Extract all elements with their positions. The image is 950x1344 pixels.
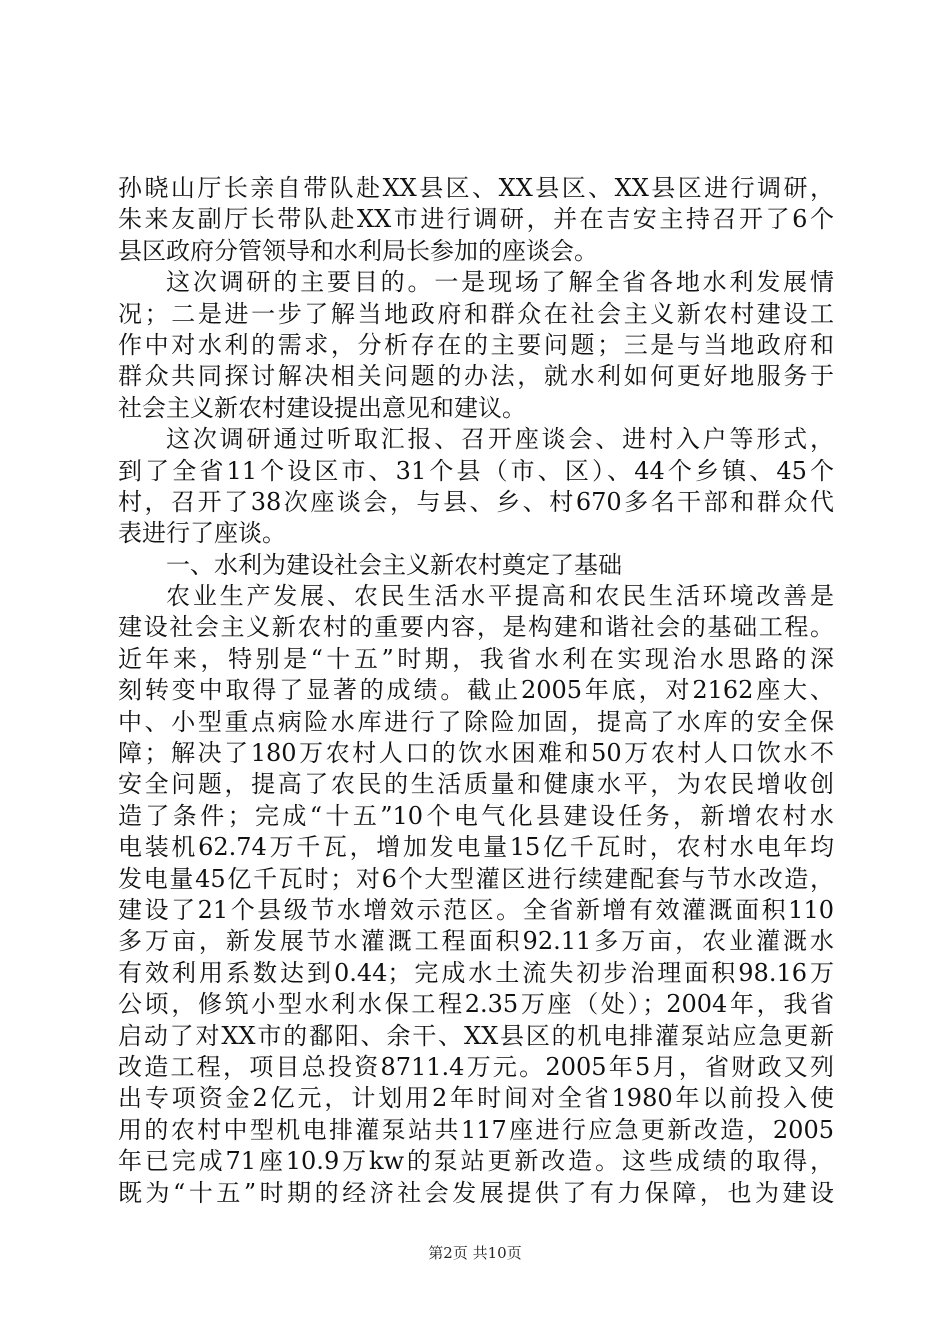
text-line: 朱来友副厅长带队赴XX市进行调研，并在吉安主持召开了6个 <box>118 205 834 234</box>
text-line: 公顷，修筑小型水利水保工程2.35万座（处）；2004年，我省 <box>118 990 834 1019</box>
text-line: 近年来，特别是“十五”时期，我省水利在实现治水思路的深 <box>118 644 834 673</box>
section-heading: 一、水利为建设社会主义新农村奠定了基础 <box>166 550 622 579</box>
text-line: 建设了21个县级节水增效示范区。全省新增有效灌溉面积110 <box>118 895 834 924</box>
text-line: 障；解决了180万农村人口的饮水困难和50万农村人口饮水不 <box>118 739 834 768</box>
text-line: 县区政府分管领导和水利局长参加的座谈会。 <box>118 236 598 265</box>
text-line: 有效利用系数达到0.44；完成水土流失初步治理面积98.16万 <box>118 958 834 987</box>
page-number-footer: 第2页 共10页 <box>428 1244 522 1262</box>
text-line: 年已完成71座10.9万kw的泵站更新改造。这些成绩的取得， <box>118 1147 834 1176</box>
text-line: 发电量45亿千瓦时；对6个大型灌区进行续建配套与节水改造， <box>118 864 834 893</box>
text-line: 造了条件；完成“十五”10个电气化县建设任务，新增农村水 <box>118 801 834 830</box>
text-line: 建设社会主义新农村的重要内容，是构建和谐社会的基础工程。 <box>118 613 834 642</box>
text-line: 孙晓山厅长亲自带队赴XX县区、XX县区、XX县区进行调研， <box>118 174 834 202</box>
text-line: 刻转变中取得了显著的成绩。截止2005年底，对2162座大、 <box>118 676 834 705</box>
text-line: 表进行了座谈。 <box>118 519 286 548</box>
text-line: 改造工程，项目总投资8711.4万元。2005年5月，省财政又列 <box>118 1052 834 1081</box>
document-body <box>118 173 834 1209</box>
text-line: 这次调研通过听取汇报、召开座谈会、进村入户等形式， <box>166 425 834 454</box>
text-line: 农业生产发展、农民生活水平提高和农民生活环境改善是 <box>166 582 834 611</box>
text-line: 既为“十五”时期的经济社会发展提供了有力保障，也为建设 <box>118 1178 834 1207</box>
text-line: 村，召开了38次座谈会，与县、乡、村670多名干部和群众代 <box>118 487 834 516</box>
text-line: 社会主义新农村建设提出意见和建议。 <box>118 393 526 422</box>
text-line: 电装机62.74万千瓦，增加发电量15亿千瓦时，农村水电年均 <box>118 833 834 862</box>
text-line: 启动了对XX市的鄱阳、余干、XX县区的机电排灌泵站应急更新 <box>118 1021 834 1050</box>
text-line: 出专项资金2亿元，计划用2年时间对全省1980年以前投入使 <box>118 1084 834 1113</box>
text-line: 况；二是进一步了解当地政府和群众在社会主义新农村建设工 <box>118 299 834 328</box>
text-line: 作中对水利的需求，分析存在的主要问题；三是与当地政府和 <box>118 330 834 359</box>
text-line: 群众共同探讨解决相关问题的办法，就水利如何更好地服务于 <box>118 362 834 391</box>
text-line: 安全问题，提高了农民的生活质量和健康水平，为农民增收创 <box>118 770 834 799</box>
text-line: 这次调研的主要目的。一是现场了解全省各地水利发展情 <box>166 268 834 297</box>
text-line: 中、小型重点病险水库进行了除险加固，提高了水库的安全保 <box>118 707 834 736</box>
text-line: 用的农村中型机电排灌泵站共117座进行应急更新改造，2005 <box>118 1115 834 1144</box>
text-line: 到了全省11个设区市、31个县（市、区）、44个乡镇、45个 <box>118 456 834 485</box>
text-line: 多万亩，新发展节水灌溉工程面积92.11多万亩，农业灌溉水 <box>118 927 834 956</box>
